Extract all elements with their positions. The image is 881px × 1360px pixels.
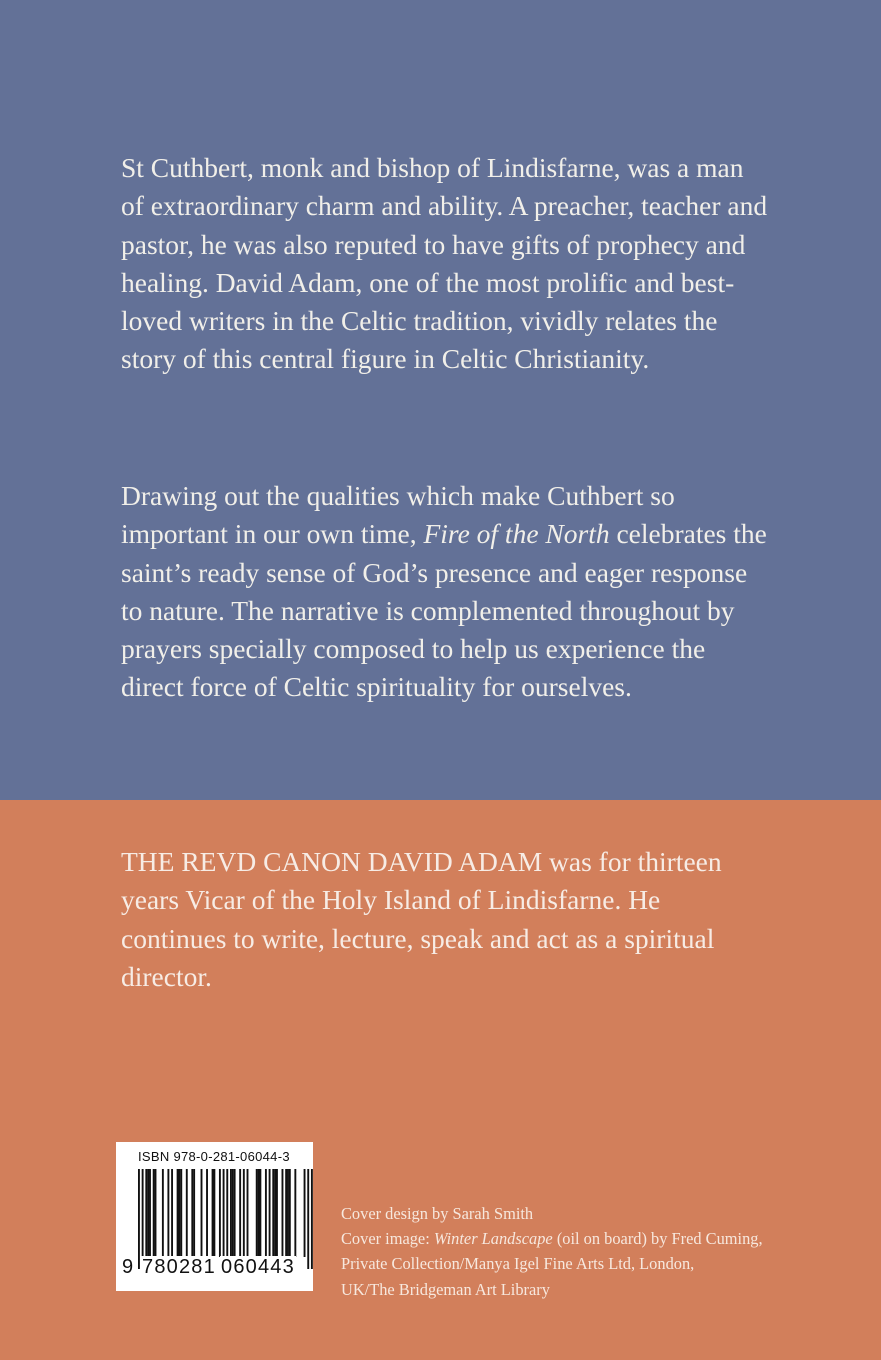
barcode-bar [232,1169,234,1257]
credit-library: UK/The Bridgeman Art Library [341,1279,550,1299]
barcode-bar [162,1169,164,1257]
barcode-bar [155,1169,157,1257]
barcode-bar [213,1169,215,1257]
blurb-paragraph-2 [121,477,771,707]
barcode-bar [234,1169,236,1257]
barcode-bar [289,1169,291,1257]
barcode [116,1142,313,1291]
barcode-digits [116,1256,313,1284]
credit-collection: Private Collection/Manya Igel Fine Arts Ltd, London, [341,1254,695,1274]
barcode-bar [201,1169,203,1257]
barcode-digits-left: 780281 [142,1256,216,1278]
barcode-bar [243,1169,245,1257]
barcode-bar [307,1169,309,1269]
barcode-bar [274,1169,276,1257]
barcode-bar [258,1169,260,1257]
barcode-bar [226,1169,228,1269]
cover-credits [341,1201,811,1302]
barcode-bar [138,1169,140,1269]
credit-design: Cover design by Sarah Smith [341,1204,534,1223]
barcode-bar [191,1169,193,1257]
barcode-bar [145,1169,147,1257]
barcode-bar [223,1169,225,1269]
barcode-bar [142,1169,144,1269]
barcode-bar [153,1169,155,1257]
blurb-paragraph-1: St Cuthbert, monk and bishop of Lindisfarne, was a man of extraordinary charm and ability. A preacher, teacher and pastor, he was also reputed to have gifts of prophecy and healing. David Adam, one of the most prolific and best-loved writers in the Celtic tradition, vividly relates the story of this central figure in Celtic Christianity. [121,152,768,375]
credit-image [341,1226,811,1251]
barcode-digits-right: 060443 [221,1256,295,1278]
barcode-bar [304,1169,306,1257]
barcode-bar [239,1169,241,1257]
barcode-bar [212,1169,214,1257]
barcode-bar [285,1169,287,1257]
artwork-title: Winter Landscape [433,1229,553,1249]
credit-image-suffix: (oil on board) by Fred Cuming, [556,1229,763,1249]
barcode-bar [147,1169,149,1257]
barcode-bar [193,1169,195,1257]
barcode-bar [276,1169,278,1257]
author-bio: THE REVD CANON DAVID ADAM was for thirteen years Vicar of the Holy Island of Lindisfarne. He continues to write, lecture, speak and act as a spiritual director. [121,846,722,992]
blurb-paragraph-2-lead: Drawing out the qualities which make Cuthbert so important in our own time, [121,480,675,550]
barcode-bar [186,1169,188,1257]
barcode-bar [269,1169,271,1257]
barcode-bar [247,1169,249,1257]
barcode-bar [272,1169,274,1257]
barcode-bar [149,1169,151,1257]
barcode-bar [230,1169,232,1257]
book-title: Fire of the North [423,518,610,550]
barcode-bar [171,1169,173,1257]
barcode-bar [265,1169,267,1257]
barcode-bar [282,1169,284,1257]
barcode-bar [311,1169,313,1269]
barcode-bar [294,1169,296,1257]
barcode-bar [219,1169,221,1257]
barcode-bar [206,1169,208,1257]
barcode-bar [256,1169,258,1257]
barcode-bar [178,1169,180,1257]
barcode-bar [177,1169,179,1257]
blurb-paragraph-2-rest: celebrates the saint’s ready sense of God’s presence and eager response to nature. The narrative is complemented throughout by prayers specially composed to help us experience the direct force of Celtic spirituality for ourselves. [121,518,767,703]
credit-image-prefix: Cover image: [341,1229,430,1249]
barcode-bar [259,1169,261,1257]
barcode-bar [167,1169,169,1257]
barcode-bar [180,1169,182,1257]
barcode-bar [287,1169,289,1257]
barcode-digit-lead: 9 [122,1256,134,1278]
isbn-label: ISBN 978-0-281-06044-3 [138,1149,290,1164]
